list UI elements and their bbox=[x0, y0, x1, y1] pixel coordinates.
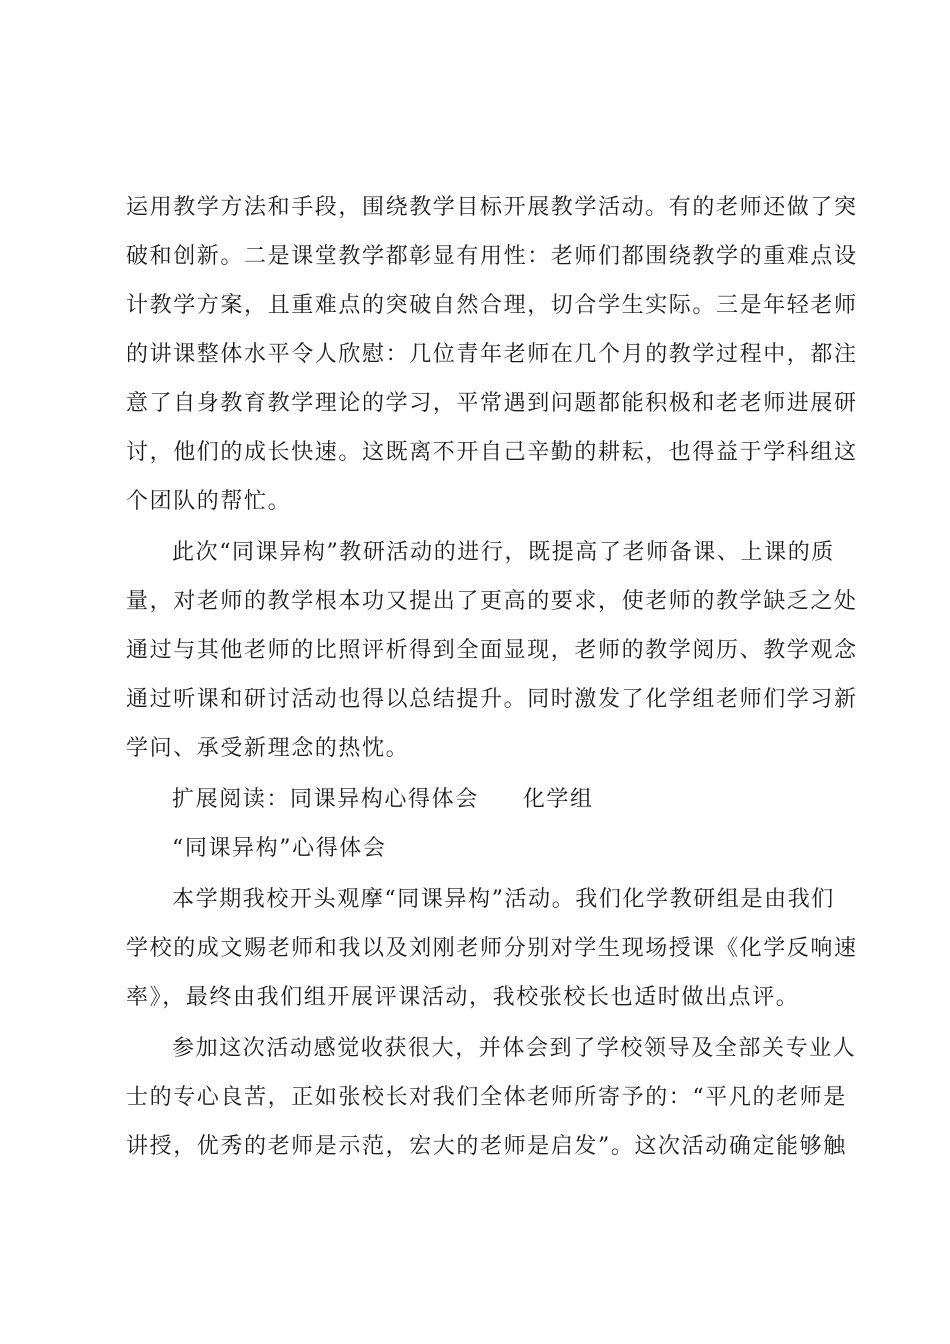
text-line: 个团队的帮忙。 bbox=[126, 489, 292, 514]
text-line: 士的专心良苦，正如张校长对我们全体老师所寄予的：“平凡的老师是 bbox=[126, 1085, 847, 1110]
text-line: 的讲课整体水平令人欣慰：几位青年老师在几个月的教学过程中，都注 bbox=[126, 342, 858, 367]
text-line: 通过听课和研讨活动也得以总结提升。同时激发了化学组老师们学习新 bbox=[126, 687, 858, 712]
extended-reading-label: 扩展阅读：同课异构心得体会 bbox=[172, 787, 479, 812]
text-line: 参加这次活动感觉收获很大，并体会到了学校领导及全部关专业人 bbox=[172, 1036, 857, 1061]
text-line: 率》，最终由我们组开展评课活动，我校张校长也适时做出点评。 bbox=[126, 985, 800, 1010]
text-line: 讨，他们的成长快速。这既离不开自己辛勤的耕耘，也得益于学科组这 bbox=[126, 440, 858, 465]
text-line: 量，对老师的教学根本功又提出了更高的要求，使老师的教学缺乏之处 bbox=[126, 589, 858, 614]
text-line: 运用教学方法和手段，围绕教学目标开展教学活动。有的老师还做了突 bbox=[126, 195, 858, 220]
text-line: 通过与其他老师的比照评析得到全面显现，老师的教学阅历、教学观念 bbox=[126, 638, 858, 663]
text-line: 讲授，优秀的老师是示范，宏大的老师是启发”。这次活动确定能够触 bbox=[126, 1134, 847, 1159]
text-line: 此次“同课异构”教研活动的进行，既提高了老师备课、上课的质 bbox=[172, 540, 835, 565]
article-subtitle: “同课异构”心得体会 bbox=[172, 836, 387, 861]
text-line: 意了自身教育教学理论的学习，平常遇到问题都能积极和老老师进展研 bbox=[126, 391, 858, 416]
extended-reading-heading bbox=[172, 785, 830, 815]
text-line: 破和创新。二是课堂教学都彰显有用性：老师们都围绕教学的重难点设 bbox=[126, 244, 858, 269]
text-line: 本学期我校开头观摩“同课异构”活动。我们化学教研组是由我们 bbox=[172, 887, 835, 912]
text-line: 学校的成文赐老师和我以及刘刚老师分别对学生现场授课《化学反响速 bbox=[126, 936, 858, 961]
text-line: 计教学方案，且重难点的突破自然合理，切合学生实际。三是年轻老师 bbox=[126, 293, 858, 318]
text-line: 学问、承受新理念的热忱。 bbox=[126, 736, 410, 761]
extended-reading-group: 化学组 bbox=[522, 787, 594, 812]
